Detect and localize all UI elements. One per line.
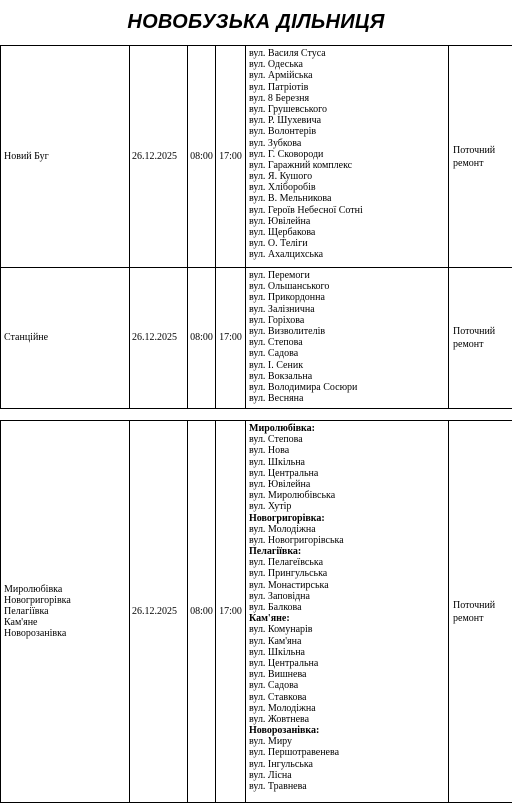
settlement-name: Новий Буг (4, 151, 126, 162)
street-name: вул. Визволителів (249, 326, 446, 337)
table-row (1, 46, 512, 268)
date-cell: 26.12.2025 (130, 46, 188, 268)
outage-table-top (0, 45, 512, 409)
street-name: вул. Вишнева (249, 669, 446, 680)
time-start-cell: 08:00 (188, 46, 216, 268)
street-name: вул. Г. Сковороди (249, 149, 446, 160)
settlement-name: Новогригорівка (4, 595, 126, 606)
street-name: вул. Волонтерів (249, 126, 446, 137)
settlement-subheading: Кам'яне: (249, 613, 446, 624)
settlement-cell (1, 421, 130, 803)
time-start-cell: 08:00 (188, 421, 216, 803)
street-name: вул. Гаражний комплекс (249, 160, 446, 171)
settlement-subheading: Пелагіївка: (249, 546, 446, 557)
settlement-name: Миролюбівка (4, 584, 126, 595)
street-name: вул. І. Сеник (249, 360, 446, 371)
time-start-cell: 08:00 (188, 268, 216, 409)
street-name: вул. Заповідна (249, 591, 446, 602)
street-name: вул. Ювілейна (249, 216, 446, 227)
date-cell: 26.12.2025 (130, 268, 188, 409)
street-name: вул. Я. Кушого (249, 171, 446, 182)
street-name: вул. Новогригорівська (249, 535, 446, 546)
settlement-name: Кам'яне (4, 617, 126, 628)
street-name: вул. Балкова (249, 602, 446, 613)
settlement-subheading: Миролюбівка: (249, 423, 446, 434)
street-name: вул. Армійська (249, 70, 446, 81)
street-name: вул. В. Мельникова (249, 193, 446, 204)
street-name: вул. Прикордонна (249, 292, 446, 303)
settlement-subheading: Новорозанівка: (249, 725, 446, 736)
street-name: вул. Грушевського (249, 104, 446, 115)
outage-table-bottom (0, 420, 512, 803)
street-name: вул. Інгульська (249, 759, 446, 770)
settlement-cell (1, 268, 130, 409)
streets-cell (246, 46, 449, 268)
street-name: вул. Перемоги (249, 270, 446, 281)
street-name: вул. Весняна (249, 393, 446, 404)
street-name: вул. Центральна (249, 658, 446, 669)
settlement-cell (1, 46, 130, 268)
settlement-subheading: Новогригорівка: (249, 513, 446, 524)
street-name: вул. Молодіжна (249, 524, 446, 535)
street-name: вул. Жовтнева (249, 714, 446, 725)
street-name: вул. Ахалцихська (249, 249, 446, 260)
street-name: вул. О. Теліги (249, 238, 446, 249)
work-type-cell: Поточний ремонт (449, 268, 512, 409)
street-name: вул. Горіхова (249, 315, 446, 326)
street-name: вул. Р. Шухевича (249, 115, 446, 126)
time-end-cell: 17:00 (216, 268, 246, 409)
street-name: вул. Молодіжна (249, 703, 446, 714)
street-name: вул. Комунарів (249, 624, 446, 635)
street-name: вул. Кам'яна (249, 636, 446, 647)
street-name: вул. Залізнична (249, 304, 446, 315)
table-row (1, 268, 512, 409)
street-name: вул. Героїв Небесної Сотні (249, 205, 446, 216)
street-name: вул. Садова (249, 680, 446, 691)
street-name: вул. Пелагеївська (249, 557, 446, 568)
street-name: вул. Хутір (249, 501, 446, 512)
table-row (1, 421, 512, 803)
street-name: вул. Шкільна (249, 457, 446, 468)
street-name: вул. Щербакова (249, 227, 446, 238)
date-cell: 26.12.2025 (130, 421, 188, 803)
time-end-cell: 17:00 (216, 421, 246, 803)
street-name: вул. Хліборобів (249, 182, 446, 193)
street-name: вул. Зубкова (249, 138, 446, 149)
streets-cell (246, 268, 449, 409)
street-name: вул. Ювілейна (249, 479, 446, 490)
settlement-name: Новорозанівка (4, 628, 126, 639)
street-name: вул. Садова (249, 348, 446, 359)
street-name: вул. Ольшанського (249, 281, 446, 292)
street-name: вул. Ставкова (249, 692, 446, 703)
street-name: вул. Нова (249, 445, 446, 456)
street-name: вул. Травнева (249, 781, 446, 792)
street-name: вул. 8 Березня (249, 93, 446, 104)
work-type-cell: Поточний ремонт (449, 421, 512, 803)
street-name: вул. Шкільна (249, 647, 446, 658)
street-name: вул. Василя Стуса (249, 48, 446, 59)
street-name: вул. Першотравенева (249, 747, 446, 758)
street-name: вул. Лісна (249, 770, 446, 781)
street-name: вул. Вокзальна (249, 371, 446, 382)
street-name: вул. Миролюбівська (249, 490, 446, 501)
street-name: вул. Степова (249, 434, 446, 445)
settlement-name: Станційне (4, 332, 126, 343)
time-end-cell: 17:00 (216, 46, 246, 268)
street-name: вул. Володимира Сосюри (249, 382, 446, 393)
streets-cell (246, 421, 449, 803)
street-name: вул. Прингульська (249, 568, 446, 579)
street-name: вул. Центральна (249, 468, 446, 479)
street-name: вул. Одеська (249, 59, 446, 70)
street-name: вул. Патріотів (249, 82, 446, 93)
work-type-cell: Поточний ремонт (449, 46, 512, 268)
street-name: вул. Миру (249, 736, 446, 747)
street-name: вул. Монастирська (249, 580, 446, 591)
street-name: вул. Степова (249, 337, 446, 348)
settlement-name: Пелагіївка (4, 606, 126, 617)
page-title: НОВОБУЗЬКА ДІЛЬНИЦЯ (0, 8, 512, 36)
